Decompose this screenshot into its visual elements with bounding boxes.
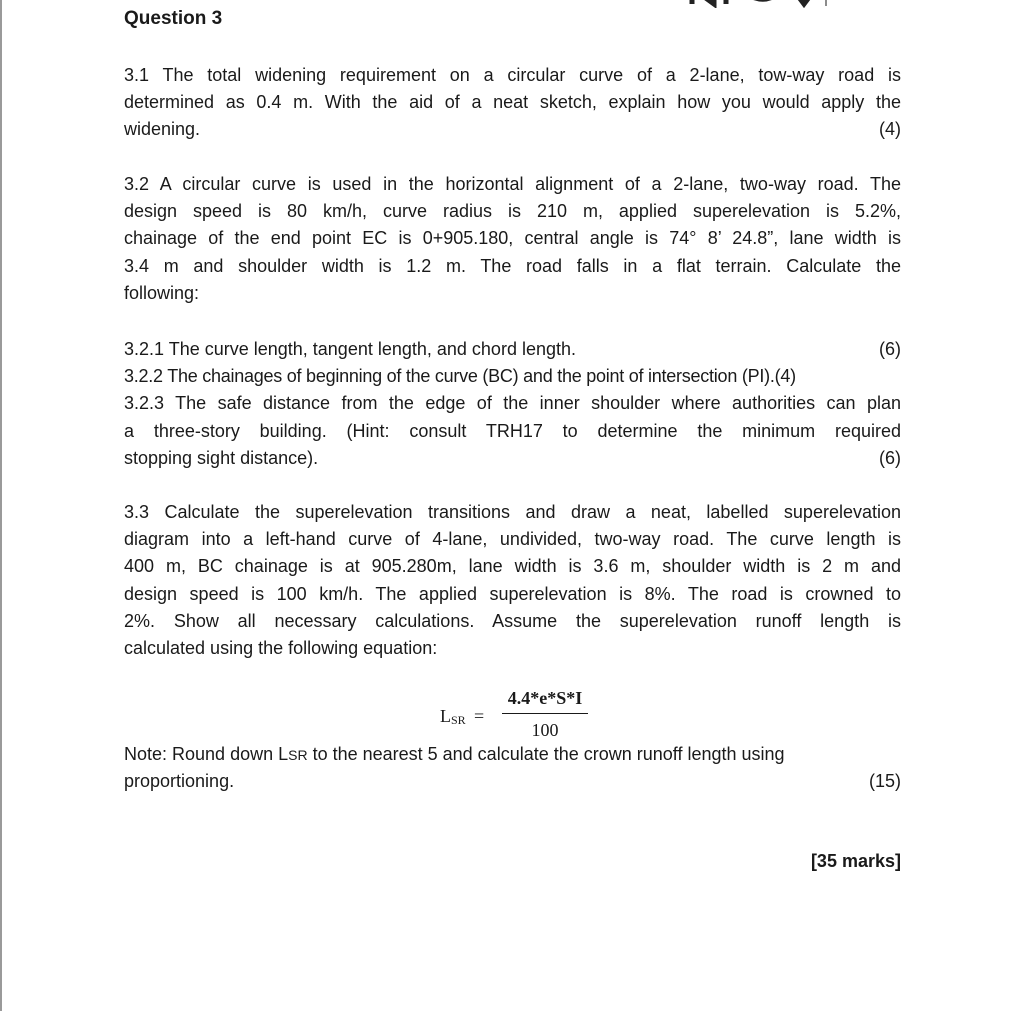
- question-3-2-1: [124, 336, 901, 363]
- question-3-2-3-marks: (6): [879, 447, 901, 468]
- question-3-2-1-text: 3.2.1 The curve length, tangent length, and chord length.: [124, 339, 576, 359]
- question-3-2: [124, 171, 901, 307]
- question-3-3-line-4: design speed is 100 km/h. The applied superelevation is 8%. The road is crowned to: [124, 583, 901, 604]
- formula-denominator: 100: [531, 720, 559, 740]
- question-3-1-line-2: determined as 0.4 m. With the aid of a neat sketch, explain how you would apply the: [124, 92, 901, 113]
- question-3-2-3-line-3: stopping sight distance).: [124, 447, 319, 468]
- question-3-1: [124, 62, 901, 144]
- formula-lhs: [440, 706, 466, 728]
- question-3-3-line-5: 2%. Show all necessary calculations. Assume the superelevation runoff length is: [124, 610, 901, 631]
- question-3-3-line-2: diagram into a left-hand curve of 4-lane, undivided, two-way road. The curve length is: [124, 529, 901, 550]
- question-3-3: [124, 499, 901, 662]
- note-last-row: [124, 768, 901, 795]
- formula-numerator: 4.4*e*S*I: [507, 688, 583, 708]
- question-3-3-line-6: calculated using the following equation:: [124, 637, 438, 658]
- question-3-2-2: 3.2.2 The chainages of beginning of the curve (BC) and the point of intersection (PI).(4): [124, 366, 796, 387]
- question-3-1-marks: (4): [879, 119, 901, 140]
- question-3-1-line-3: widening.: [124, 119, 201, 140]
- question-3-2-subparts: [124, 336, 901, 472]
- page-left-edge: [0, 0, 2, 1011]
- question-3-2-line-3: chainage of the end point EC is 0+905.180, central angle is 74° 8’ 24.8”, lane width is: [124, 228, 901, 249]
- question-3-2-1-marks: (6): [879, 339, 901, 359]
- question-3-3-line-3: 400 m, BC chainage is at 905.280m, lane width is 3.6 m, shoulder width is 2 m and: [124, 556, 901, 577]
- question-3-2-line-2: design speed is 80 km/h, curve radius is 210 m, applied superelevation is 5.2%,: [124, 201, 901, 222]
- question-3-2-3-last-row: [124, 445, 901, 472]
- question-3-2-line-4: 3.4 m and shoulder width is 1.2 m. The road falls in a flat terrain. Calculate the: [124, 255, 901, 276]
- formula-lhs-sub: SR: [451, 713, 466, 727]
- total-marks: [35 marks]: [810, 851, 901, 871]
- note-marks: (15): [868, 771, 901, 792]
- question-3-2-3-line-2: a three-story building. (Hint: consult TRH17 to determine the minimum required: [124, 420, 901, 441]
- note-line-1: [124, 741, 901, 768]
- formula-lhs-main: L: [440, 706, 451, 726]
- question-3-2-line-5: following:: [124, 282, 200, 303]
- superelevation-runoff-formula: [440, 688, 610, 744]
- formula-fraction-bar: [502, 713, 588, 714]
- university-logo-fragment: [640, 0, 910, 8]
- question-3-2-3-line-1: 3.2.3 The safe distance from the edge of the inner shoulder where authorities can plan: [124, 393, 901, 414]
- question-3-3-line-1: 3.3 Calculate the superelevation transitions and draw a neat, labelled superelevation: [124, 502, 901, 522]
- question-3-3-note: [124, 741, 901, 795]
- note-line-1-sub: SR: [288, 747, 308, 763]
- note-line-1-before: Note: Round down L: [124, 744, 289, 764]
- question-3-1-last-row: [124, 116, 901, 143]
- note-line-2: proportioning.: [124, 771, 235, 792]
- question-title: Question 3: [124, 8, 223, 29]
- note-line-1-after: to the nearest 5 and calculate the crown runoff length using: [307, 744, 785, 764]
- question-3-1-line-1: 3.1 The total widening requirement on a circular curve of a 2-lane, tow-way road is: [124, 65, 901, 85]
- question-3-2-line-1: 3.2 A circular curve is used in the horizontal alignment of a 2-lane, two-way road. The: [124, 174, 901, 194]
- formula-equals: =: [474, 706, 485, 726]
